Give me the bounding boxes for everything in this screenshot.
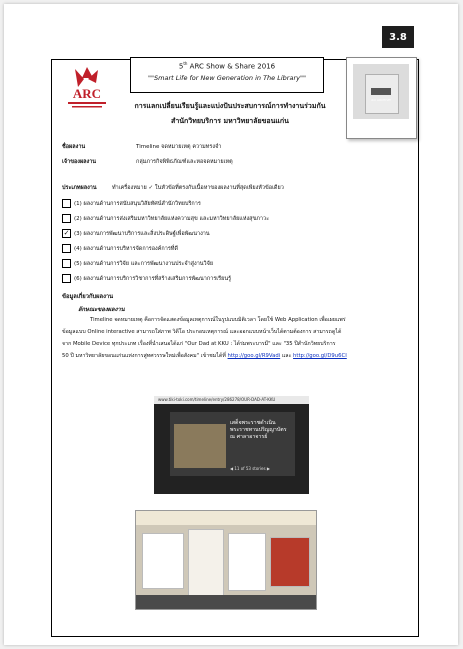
- category-label: (3) ผลงานการพัฒนาบริการและสิ่งประดิษฐ์เพื่อพัฒนางาน: [74, 230, 210, 237]
- timeline-track: [136, 595, 316, 609]
- timeline-entry-nav: ◀ 11 of 53 stories ▶: [230, 466, 270, 471]
- checkbox[interactable]: [62, 199, 71, 208]
- about-heading: ข้อมูลเกี่ยวกับผลงาน: [62, 294, 114, 300]
- archive-photo-frame: [346, 57, 417, 139]
- event-title: 5th ARC Show & Share 2016: [178, 61, 276, 71]
- timeline-card: [228, 533, 266, 591]
- checkbox[interactable]: [62, 274, 71, 283]
- category-label: (6) ผลงานด้านการบริการวิชาการที่สร้างเสริมการพัฒนาการเรียนรู้: [74, 275, 232, 282]
- headline: การแลกเปลี่ยนเรียนรู้และแบ่งปันประสบการณ์การทำงานร่วมกัน สำนักวิทยบริการ มหาวิทยาลัยขอนแก่น: [134, 102, 326, 125]
- description-paragraph: Timeline จดหมายเหตุ คือการจัดแสดงข้อมูลเหตุการณ์ในรูปแบบมิติเวลา โดยใช้ Web Application เพื่อเผยแพร่ ข้อมูลแบบ Online interactive สามารถใส่ภาพ วิดีโอ ประกอบเหตุการณ์ และออกแบบหน้าเว็บได้ตามต้องการ สามารถดูได้ จาก Mobile Device ทุกประเภท เรื่องที่นำเสนอได้แก่ "Our Dad at KKU : ได้ร่มพระบารมี" และ "35 ปีสำนักวิทยบริการ 50 ปี มหาวิทยาลัยขอนแก่นแห่งการสู่ทศวรรษใหม่เพื่อสังคม" เข้าชมได้ที่ http://goo.gl/R9Vadi และ http://goo.gl/D9u6CI: [62, 317, 347, 359]
- category-label: (2) ผลงานด้านการส่งเสริมมหาวิทยาลัยแห่งความสุข และมหาวิทยาลัยแห่งสุขภาวะ: [74, 215, 270, 222]
- work-name-row: ชื่อผลงาน Timeline จดหมายเหตุ ความทรงจำ: [62, 144, 222, 150]
- svg-text:KKU ARCHIVES: KKU ARCHIVES: [371, 98, 391, 102]
- category-label: (1) ผลงานด้านการสนับสนุนวิสัยทัศน์สำนักวิทยบริการ: [74, 200, 201, 207]
- checkbox-checked[interactable]: ✓: [63, 229, 70, 237]
- timeline-entry-headline: เสด็จพระราชดำเนิน พระราชทานปริญญาบัตร ณ ศาลาอาจารย์: [230, 420, 287, 440]
- category-item: [62, 259, 213, 268]
- timeline-entry-photo: [174, 424, 226, 468]
- category-label: (4) ผลงานด้านการบริหารจัดการองค์การที่ดี: [74, 245, 178, 252]
- category-item: [62, 214, 269, 223]
- description-heading: ลักษณะของผลงาน: [78, 307, 125, 313]
- timeline-card: [270, 537, 310, 587]
- page-number-badge: 3.8: [382, 26, 414, 48]
- timeline-screenshot-cards: [135, 510, 317, 610]
- category-item: [62, 229, 210, 238]
- timeline-screenshot-tablet: [154, 396, 309, 494]
- event-title-box: [130, 57, 324, 93]
- timeline-link-1[interactable]: http://goo.gl/R9Vadi: [227, 353, 281, 359]
- arc-logo: [60, 65, 114, 111]
- event-subtitle: ""Smart Life for New Generation in The Library"": [148, 74, 306, 83]
- category-item: [62, 244, 178, 253]
- checkbox[interactable]: [62, 244, 71, 253]
- archive-photo: [353, 64, 409, 119]
- browser-url-bar: www.tiki-toki.com/timeline/entry/286278/OUR-DAD-AT-KKU: [154, 396, 309, 404]
- checkbox[interactable]: [62, 214, 71, 223]
- category-item: [62, 199, 201, 208]
- timeline-card: [142, 533, 184, 589]
- category-label: (5) ผลงานด้านการวิจัย และการพัฒนางานประจำสู่งานวิจัย: [74, 260, 214, 267]
- logo-text: ARC: [72, 86, 102, 101]
- type-row: ประเภทผลงาน ทำเครื่องหมาย ✓ ในหัวข้อที่ตรงกับเนื้อหาของผลงานที่สุดเพียงหัวข้อเดียว: [62, 185, 284, 191]
- timeline-card: [188, 529, 224, 601]
- category-item: [62, 274, 231, 283]
- timeline-link-2[interactable]: http://goo.gl/D9u6CI: [293, 353, 347, 359]
- owner-row: เจ้าของผลงาน กลุ่มภารกิจพิพิธภัณฑ์และหอจดหมายเหตุ: [62, 159, 233, 165]
- checkbox[interactable]: [62, 259, 71, 268]
